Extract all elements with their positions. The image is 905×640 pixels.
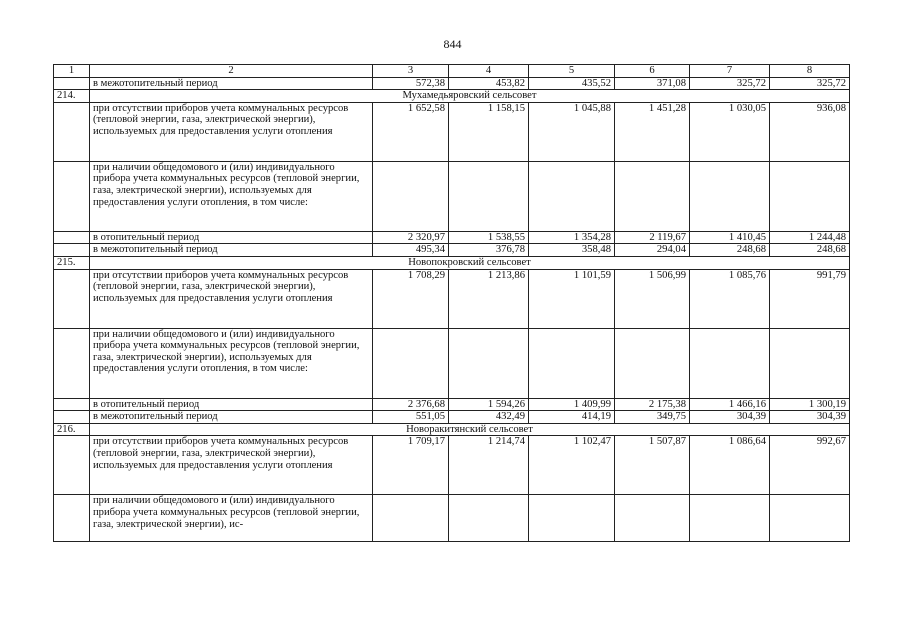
row-label: при наличии общедомового и (или) индивидуального прибора учета коммунальных ресурсов (тепловой энергии, газа, электрической энергии), используемых для предоставления услуги отопления, в том числе: bbox=[90, 328, 373, 398]
district-number: 214. bbox=[54, 90, 90, 103]
column-number-row bbox=[54, 65, 850, 78]
value-cell bbox=[373, 328, 449, 398]
district-number: 215. bbox=[54, 256, 90, 269]
column-header: 5 bbox=[529, 65, 615, 78]
value-cell: 1 086,64 bbox=[690, 436, 770, 495]
district-number: 216. bbox=[54, 423, 90, 436]
value-cell: 2 320,97 bbox=[373, 231, 449, 244]
row-number-cell bbox=[54, 102, 90, 161]
value-cell: 936,08 bbox=[770, 102, 850, 161]
row-number-cell bbox=[54, 436, 90, 495]
row-label: в отопительный период bbox=[90, 231, 373, 244]
value-cell: 1 213,86 bbox=[449, 269, 529, 328]
value-cell: 1 085,76 bbox=[690, 269, 770, 328]
row-number-cell bbox=[54, 161, 90, 231]
column-header: 8 bbox=[770, 65, 850, 78]
value-cell bbox=[770, 495, 850, 542]
value-cell bbox=[690, 161, 770, 231]
value-cell bbox=[529, 161, 615, 231]
value-cell: 325,72 bbox=[690, 77, 770, 90]
value-cell bbox=[449, 328, 529, 398]
value-cell: 248,68 bbox=[690, 244, 770, 257]
value-cell: 1 708,29 bbox=[373, 269, 449, 328]
row-number-cell bbox=[54, 495, 90, 542]
value-cell: 1 410,45 bbox=[690, 231, 770, 244]
value-cell: 1 101,59 bbox=[529, 269, 615, 328]
value-cell: 358,48 bbox=[529, 244, 615, 257]
value-cell: 453,82 bbox=[449, 77, 529, 90]
value-cell: 376,78 bbox=[449, 244, 529, 257]
value-cell: 371,08 bbox=[615, 77, 690, 90]
row-number-cell bbox=[54, 411, 90, 424]
value-cell: 294,04 bbox=[615, 244, 690, 257]
value-cell: 435,52 bbox=[529, 77, 615, 90]
value-cell: 1 409,99 bbox=[529, 398, 615, 411]
column-header: 4 bbox=[449, 65, 529, 78]
row-label: при отсутствии приборов учета коммунальных ресурсов (тепловой энергии, газа, электрической энергии), используемых для предоставления услуги отопления bbox=[90, 102, 373, 161]
value-cell bbox=[615, 161, 690, 231]
value-cell: 2 119,67 bbox=[615, 231, 690, 244]
value-cell: 248,68 bbox=[770, 244, 850, 257]
value-cell: 992,67 bbox=[770, 436, 850, 495]
value-cell: 551,05 bbox=[373, 411, 449, 424]
value-cell: 349,75 bbox=[615, 411, 690, 424]
table-row bbox=[54, 411, 850, 424]
row-number-cell bbox=[54, 244, 90, 257]
value-cell: 1 214,74 bbox=[449, 436, 529, 495]
column-header: 1 bbox=[54, 65, 90, 78]
row-number-cell bbox=[54, 231, 90, 244]
page-number: 844 bbox=[443, 37, 462, 51]
value-cell: 304,39 bbox=[690, 411, 770, 424]
value-cell: 991,79 bbox=[770, 269, 850, 328]
value-cell: 1 506,99 bbox=[615, 269, 690, 328]
value-cell: 572,38 bbox=[373, 77, 449, 90]
value-cell: 1 466,16 bbox=[690, 398, 770, 411]
tariff-table bbox=[53, 64, 850, 542]
table-row bbox=[54, 161, 850, 231]
column-header: 7 bbox=[690, 65, 770, 78]
row-label: при отсутствии приборов учета коммунальных ресурсов (тепловой энергии, газа, электрической энергии), используемых для предоставления услуги отопления bbox=[90, 269, 373, 328]
table-row bbox=[54, 231, 850, 244]
value-cell bbox=[615, 495, 690, 542]
column-header: 2 bbox=[90, 65, 373, 78]
value-cell: 304,39 bbox=[770, 411, 850, 424]
table-row bbox=[54, 269, 850, 328]
value-cell: 1 030,05 bbox=[690, 102, 770, 161]
value-cell: 1 538,55 bbox=[449, 231, 529, 244]
row-label: при наличии общедомового и (или) индивидуального прибора учета коммунальных ресурсов (тепловой энергии, газа, электрической энергии), используемых для предоставления услуги отопления, в том числе: bbox=[90, 161, 373, 231]
table-row bbox=[54, 495, 850, 542]
row-number-cell bbox=[54, 269, 90, 328]
value-cell bbox=[690, 495, 770, 542]
column-header: 3 bbox=[373, 65, 449, 78]
value-cell: 1 652,58 bbox=[373, 102, 449, 161]
value-cell: 1 354,28 bbox=[529, 231, 615, 244]
value-cell: 1 045,88 bbox=[529, 102, 615, 161]
value-cell bbox=[690, 328, 770, 398]
value-cell: 1 451,28 bbox=[615, 102, 690, 161]
value-cell: 1 158,15 bbox=[449, 102, 529, 161]
row-label: в отопительный период bbox=[90, 398, 373, 411]
table-row bbox=[54, 77, 850, 90]
value-cell: 495,34 bbox=[373, 244, 449, 257]
value-cell: 432,49 bbox=[449, 411, 529, 424]
value-cell bbox=[615, 328, 690, 398]
value-cell: 2 376,68 bbox=[373, 398, 449, 411]
district-header-row bbox=[54, 423, 850, 436]
value-cell bbox=[770, 161, 850, 231]
table-row bbox=[54, 244, 850, 257]
table-row bbox=[54, 436, 850, 495]
value-cell: 1 102,47 bbox=[529, 436, 615, 495]
row-number-cell bbox=[54, 77, 90, 90]
value-cell bbox=[373, 495, 449, 542]
value-cell: 414,19 bbox=[529, 411, 615, 424]
row-number-cell bbox=[54, 398, 90, 411]
value-cell bbox=[449, 161, 529, 231]
value-cell bbox=[529, 328, 615, 398]
value-cell bbox=[529, 495, 615, 542]
row-label: в межотопительный период bbox=[90, 77, 373, 90]
row-label: в межотопительный период bbox=[90, 411, 373, 424]
table-row bbox=[54, 102, 850, 161]
district-name: Мухамедьяровский сельсовет bbox=[90, 90, 850, 103]
row-number-cell bbox=[54, 328, 90, 398]
district-header-row bbox=[54, 256, 850, 269]
row-label: при наличии общедомового и (или) индивидуального прибора учета коммунальных ресурсов (тепловой энергии, газа, электрической энергии), ис- bbox=[90, 495, 373, 542]
value-cell: 1 507,87 bbox=[615, 436, 690, 495]
value-cell: 1 300,19 bbox=[770, 398, 850, 411]
value-cell bbox=[373, 161, 449, 231]
table-row bbox=[54, 398, 850, 411]
column-header: 6 bbox=[615, 65, 690, 78]
value-cell: 325,72 bbox=[770, 77, 850, 90]
value-cell bbox=[770, 328, 850, 398]
row-label: при отсутствии приборов учета коммунальных ресурсов (тепловой энергии, газа, электрической энергии), используемых для предоставления услуги отопления bbox=[90, 436, 373, 495]
district-header-row bbox=[54, 90, 850, 103]
value-cell bbox=[449, 495, 529, 542]
row-label: в межотопительный период bbox=[90, 244, 373, 257]
district-name: Новопокровский сельсовет bbox=[90, 256, 850, 269]
value-cell: 1 709,17 bbox=[373, 436, 449, 495]
value-cell: 1 594,26 bbox=[449, 398, 529, 411]
value-cell: 1 244,48 bbox=[770, 231, 850, 244]
district-name: Новоракитянский сельсовет bbox=[90, 423, 850, 436]
table-row bbox=[54, 328, 850, 398]
value-cell: 2 175,38 bbox=[615, 398, 690, 411]
